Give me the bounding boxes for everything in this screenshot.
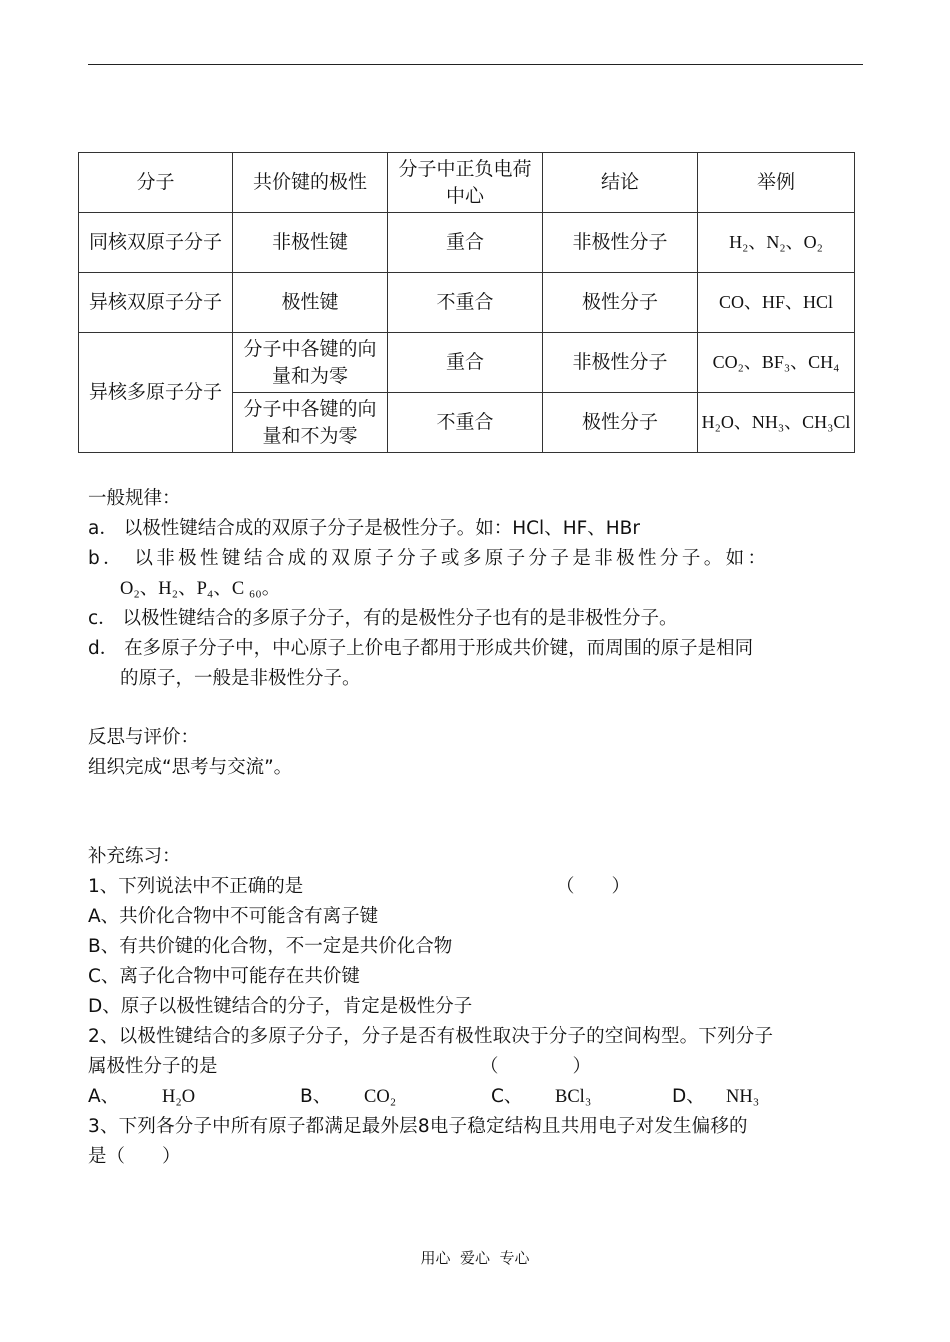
option-value: H₂O [162,1087,196,1107]
charge-center-cell: 重合 [388,213,543,273]
header-rule [88,64,863,65]
question-1-stem [88,872,868,902]
molecule-type-cell: 异核双原子分子 [79,273,233,333]
option-value: NH₃ [726,1087,760,1107]
table-header-cell: 结论 [543,153,698,213]
option-label: D、 [672,1086,705,1107]
question-2-options [88,1082,868,1112]
molecule-type-cell: 同核双原子分子 [79,213,233,273]
option-label: C、 [491,1086,523,1107]
conclusion-cell: 极性分子 [543,273,698,333]
option-value: CO₂ [364,1087,397,1107]
general-rules-section [88,484,868,694]
rule-b-line2: O₂、H₂、P₄、C ₆₀。 [120,579,281,599]
section-title: 一般规律： [88,488,181,509]
example-cell: H₂、N₂、O₂ [698,213,855,273]
section-title: 反思与评价： [88,727,200,748]
example-cell: H₂O、NH₃、CH₃Cl [698,393,855,453]
example-cell: CO、HF、HCl [698,273,855,333]
option-d: D、原子以极性键结合的分子，肯定是极性分子 [88,996,473,1017]
table-header-cell: 分子 [79,153,233,213]
answer-blank[interactable]: （ ） [556,876,631,897]
table-header-row [79,153,855,213]
table-row [79,333,855,393]
question-3-stem-line2: 是（ ） [88,1146,181,1167]
example-cell: CO₂、BF₃、CH₄ [698,333,855,393]
question-text: 1、下列说法中不正确的是 [88,876,304,897]
molecule-type-cell: 异核多原子分子 [79,333,233,453]
rule-d-line1: d． 在多原子分子中，中心原子上价电子都用于形成共价键，而周围的原子是相同 [88,638,754,659]
option-b: B、有共价键的化合物，不一定是共价化合物 [88,936,453,957]
question-2-stem-line2 [88,1052,868,1082]
question-2-stem-line1: 2、以极性键结合的多原子分子，分子是否有极性取决于分子的空间构型。下列分子 [88,1026,774,1047]
charge-center-cell: 重合 [388,333,543,393]
rule-b-line1: b． 以非极性键结合成的双原子分子或多原子分子是非极性分子。如： [88,548,770,569]
exercises-section [88,842,868,1172]
page-footer: 用心 爱心 专心 [420,1249,530,1267]
option-a: A、共价化合物中不可能含有离子键 [88,906,379,927]
section-title: 补充练习： [88,846,181,867]
rule-a: a． 以极性键结合成的双原子分子是极性分子。如：HCl、HF、HBr [88,518,640,539]
rule-d-line2: 的原子，一般是非极性分子。 [120,668,361,689]
charge-center-cell: 不重合 [388,393,543,453]
table-header-cell: 共价键的极性 [233,153,388,213]
conclusion-cell: 非极性分子 [543,213,698,273]
answer-blank[interactable]: （ ） [480,1056,592,1077]
bond-polarity-cell: 极性键 [233,273,388,333]
question-3-stem-line1: 3、下列各分子中所有原子都满足最外层8电子稳定结构且共用电子对发生偏移的 [88,1116,748,1137]
bond-polarity-cell: 分子中各键的向量和为零 [233,333,388,393]
question-text: 属极性分子的是 [88,1056,218,1077]
option-label: A、 [88,1086,120,1107]
table-row [79,213,855,273]
reflection-section [88,723,868,783]
conclusion-cell: 极性分子 [543,393,698,453]
polarity-summary-table [78,152,855,453]
table-header-cell: 举例 [698,153,855,213]
option-c: C、离子化合物中可能存在共价键 [88,966,360,987]
charge-center-cell: 不重合 [388,273,543,333]
rule-c: c． 以极性键结合的多原子分子，有的是极性分子也有的是非极性分子。 [88,608,678,629]
bond-polarity-cell: 分子中各键的向量和不为零 [233,393,388,453]
conclusion-cell: 非极性分子 [543,333,698,393]
table-header-cell: 分子中正负电荷中心 [388,153,543,213]
option-label: B、 [300,1086,332,1107]
option-value: BCl₃ [555,1087,592,1107]
reflection-text: 组织完成“思考与交流”。 [88,757,293,778]
table-row [79,273,855,333]
bond-polarity-cell: 非极性键 [233,213,388,273]
